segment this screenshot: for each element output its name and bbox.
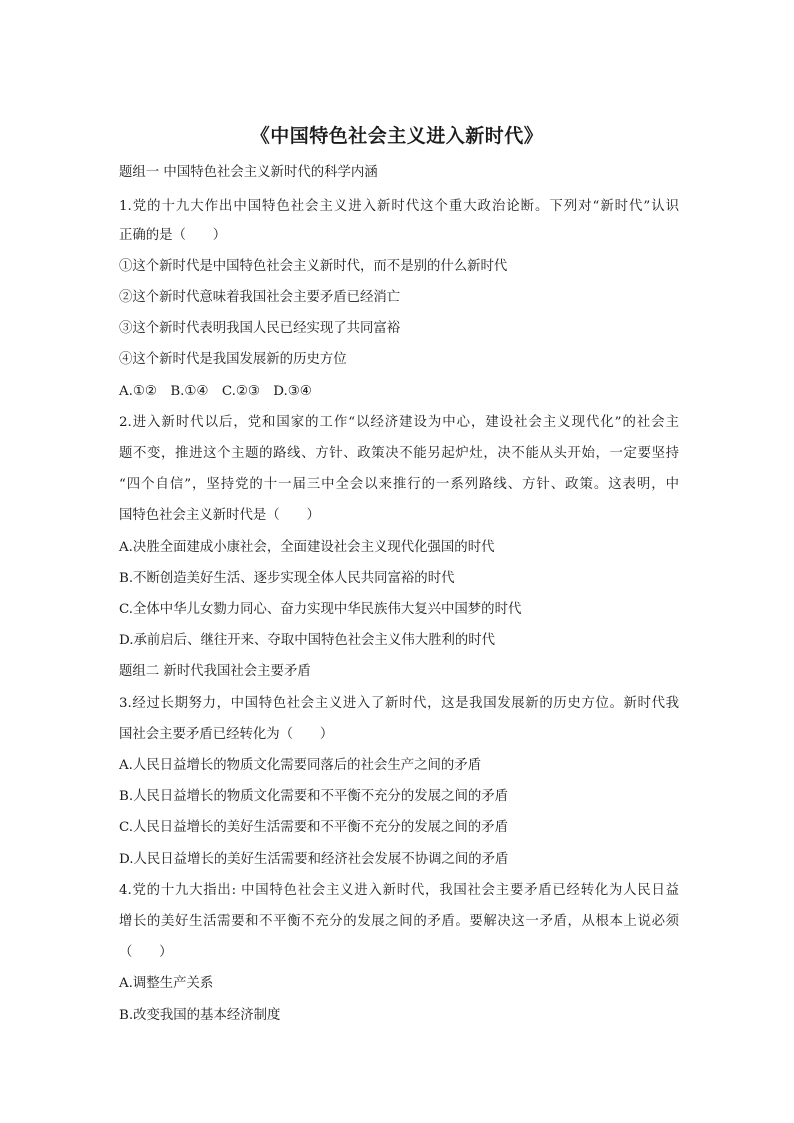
answer-option: A.决胜全面建成小康社会，全面建设社会主义现代化强国的时代 bbox=[119, 540, 495, 555]
question-text: 1.党的十九大作出中国特色社会主义进入新时代这个重大政治论断。下列对“新时代”认识 bbox=[119, 199, 679, 214]
question-text: 增长的美好生活需要和不平衡不充分的发展之间的矛盾。要解决这一矛盾，从根本上说必须 bbox=[119, 914, 679, 929]
answer-options: A.①② B.①④ C.②③ D.③④ bbox=[119, 384, 312, 399]
question-text: 国特色社会主义新时代是（ ） bbox=[119, 508, 320, 523]
statement-item: ②这个新时代意味着我国社会主要矛盾已经消亡 bbox=[119, 290, 401, 305]
question-text: “四个自信”，坚持党的十一届三中全会以来推行的一系列路线、方针、政策。这表明，中 bbox=[119, 477, 679, 492]
section-heading: 题组二 新时代我国社会主要矛盾 bbox=[119, 664, 311, 679]
answer-option: D.承前启后、继往开来、夺取中国特色社会主义伟大胜利的时代 bbox=[119, 633, 496, 648]
question-text: 题不变，推进这个主题的路线、方针、政策决不能另起炉灶，决不能从头开始，一定要坚持 bbox=[119, 446, 679, 461]
statement-item: ④这个新时代是我国发展新的历史方位 bbox=[119, 352, 347, 367]
answer-option: A.人民日益增长的物质文化需要同落后的社会生产之间的矛盾 bbox=[119, 758, 482, 773]
question-text: （ ） bbox=[119, 945, 173, 960]
statement-item: ①这个新时代是中国特色社会主义新时代，而不是别的什么新时代 bbox=[119, 259, 508, 274]
answer-option: C.人民日益增长的美好生活需要和不平衡不充分的发展之间的矛盾 bbox=[119, 820, 508, 835]
answer-option: B.不断创造美好生活、逐步实现全体人民共同富裕的时代 bbox=[119, 571, 455, 586]
answer-option: A.调整生产关系 bbox=[119, 976, 214, 991]
answer-option: D.人民日益增长的美好生活需要和经济社会发展不协调之间的矛盾 bbox=[119, 852, 509, 867]
question-text: 4.党的十九大指出: 中国特色社会主义进入新时代，我国社会主要矛盾已经转化为人民日益 bbox=[119, 883, 679, 898]
answer-option: B.改变我国的基本经济制度 bbox=[119, 1008, 281, 1023]
question-text: 2.进入新时代以后，党和国家的工作“以经济建设为中心，建设社会主义现代化”的社会主 bbox=[119, 415, 679, 430]
answer-option: B.人民日益增长的物质文化需要和不平衡不充分的发展之间的矛盾 bbox=[119, 789, 509, 804]
question-text: 国社会主要矛盾已经转化为（ ） bbox=[119, 727, 334, 742]
document-title: 《中国特色社会主义进入新时代》 bbox=[250, 125, 544, 147]
answer-option: C.全体中华儿女勠力同心、奋力实现中华民族伟大复兴中国梦的时代 bbox=[119, 602, 522, 617]
question-text: 3.经过长期努力，中国特色社会主义进入了新时代，这是我国发展新的历史方位。新时代我 bbox=[119, 696, 679, 711]
section-heading: 题组一 中国特色社会主义新时代的科学内涵 bbox=[119, 165, 378, 180]
statement-item: ③这个新时代表明我国人民已经实现了共同富裕 bbox=[119, 321, 401, 336]
question-text: 正确的是（ ） bbox=[119, 228, 227, 243]
